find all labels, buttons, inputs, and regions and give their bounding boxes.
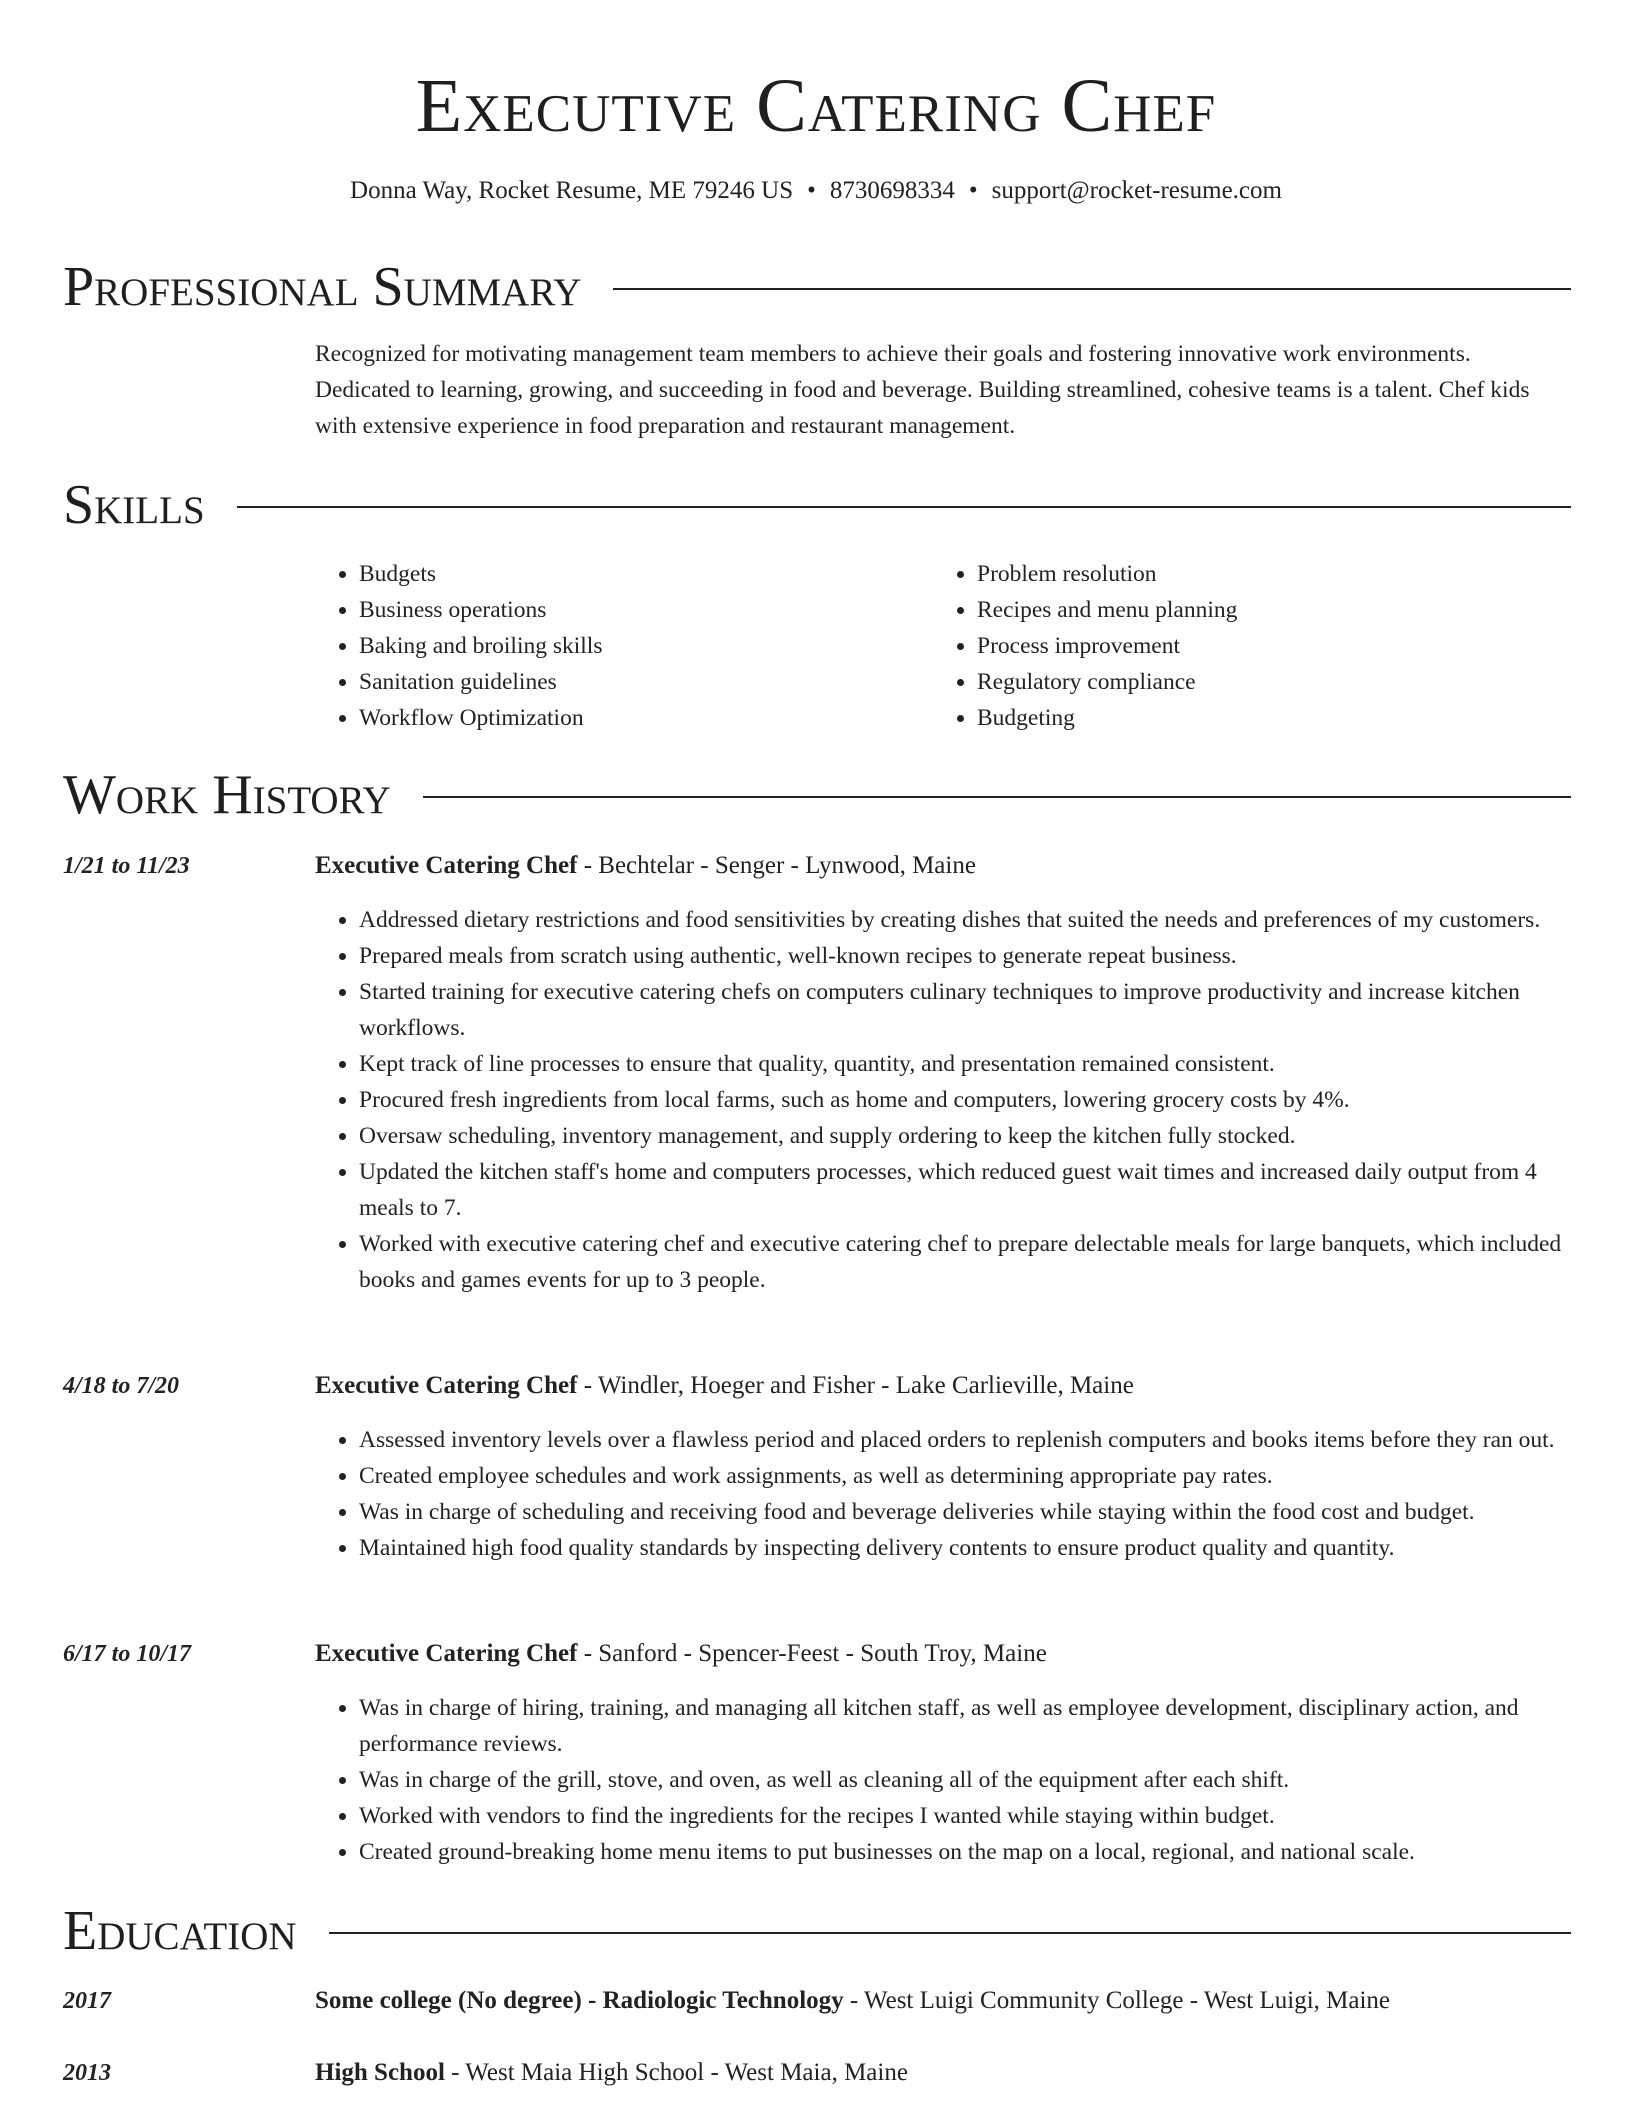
skill-item: • Budgeting: [977, 700, 1551, 736]
skill-item: • Recipes and menu planning: [977, 592, 1551, 628]
skill-item: • Business operations: [359, 592, 933, 628]
contact-separator: •: [807, 177, 816, 204]
education-year: 2013: [63, 2060, 111, 2086]
resume-title: Executive Catering Chef: [415, 64, 1217, 148]
section-divider: [613, 288, 1571, 290]
skills-column-left: [315, 556, 933, 736]
job-employer: - Windler, Hoeger and Fisher - Lake Carlieville, Maine: [577, 1372, 1134, 1399]
section-title-work-history: Work History: [63, 764, 391, 826]
section-header-education: [63, 1896, 1571, 1966]
summary-text: Recognized for motivating management team members to achieve their goals and fostering innovative work environments. Dedicated to learning, growing, and succeeding in food and beverage. Building streamlined, cohesive teams is a talent. Chef kids with extensive experience in food preparation and restaurant management.: [315, 341, 1530, 439]
section-title-skills: Skills: [63, 474, 205, 536]
education-degree: High School: [315, 2059, 445, 2086]
contact-address: Donna Way, Rocket Resume, ME 79246 US: [350, 177, 794, 204]
education-heading: [315, 1983, 1390, 2019]
job-bullet: • Assessed inventory levels over a flawless period and placed orders to replenish computers and books items before they ran out.: [359, 1422, 1571, 1458]
job-bullet: • Oversaw scheduling, inventory management, and supply ordering to keep the kitchen fully stocked.: [359, 1118, 1571, 1154]
contact-line: [0, 174, 1632, 208]
job-bullet: • Started training for executive catering chefs on computers culinary techniques to improve productivity and increase kitchen workflows.: [359, 974, 1571, 1046]
job-dates: 1/21 to 11/23: [63, 853, 190, 879]
section-header-summary: [63, 252, 1571, 322]
job-bullets: [315, 1690, 1571, 1870]
education-year: 2017: [63, 1988, 111, 2014]
job-bullet: • Was in charge of scheduling and receiving food and beverage deliveries while staying within the food cost and budget.: [359, 1494, 1571, 1530]
job-bullet: • Procured fresh ingredients from local farms, such as home and computers, lowering grocery costs by 4%.: [359, 1082, 1571, 1118]
job-bullet: • Was in charge of the grill, stove, and oven, as well as cleaning all of the equipment after each shift.: [359, 1762, 1571, 1798]
job-bullet: • Created employee schedules and work assignments, as well as determining appropriate pay rates.: [359, 1458, 1571, 1494]
job-bullets: [315, 902, 1571, 1298]
education-heading: [315, 2055, 908, 2091]
job-title: Executive Catering Chef: [315, 1372, 578, 1399]
skill-item: • Budgets: [359, 556, 933, 592]
job-bullet: • Worked with vendors to find the ingredients for the recipes I wanted while staying within budget.: [359, 1798, 1571, 1834]
job-title: Executive Catering Chef: [315, 852, 578, 879]
skills-list: [315, 556, 1571, 736]
job-title: Executive Catering Chef: [315, 1640, 578, 1667]
section-title-education: Education: [63, 1900, 297, 1962]
job-bullet: • Was in charge of hiring, training, and managing all kitchen staff, as well as employee development, disciplinary action, and performance reviews.: [359, 1690, 1571, 1762]
job-dates: 6/17 to 10/17: [63, 1641, 192, 1667]
skill-item: • Workflow Optimization: [359, 700, 933, 736]
section-title-summary: Professional Summary: [63, 256, 582, 318]
job-bullet: • Created ground-breaking home menu items to put businesses on the map on a local, regional, and national scale.: [359, 1834, 1571, 1870]
skill-item: • Regulatory compliance: [977, 664, 1551, 700]
contact-email[interactable]: support@rocket-resume.com: [991, 177, 1282, 204]
job-employer: - Bechtelar - Senger - Lynwood, Maine: [577, 852, 976, 879]
section-header-skills: [63, 470, 1571, 540]
skills-column-right: [933, 556, 1551, 736]
job-dates: 4/18 to 7/20: [63, 1373, 180, 1399]
section-header-work-history: [63, 760, 1571, 830]
job-employer: - Sanford - Spencer-Feest - South Troy, Maine: [577, 1640, 1047, 1667]
skill-item: • Baking and broiling skills: [359, 628, 933, 664]
job-bullet: • Maintained high food quality standards by inspecting delivery contents to ensure product quality and quantity.: [359, 1530, 1571, 1566]
education-degree: Some college (No degree) - Radiologic Technology: [315, 1987, 844, 2014]
skill-item: • Sanitation guidelines: [359, 664, 933, 700]
job-bullet: • Prepared meals from scratch using authentic, well-known recipes to generate repeat business.: [359, 938, 1571, 974]
job-bullets: [315, 1422, 1571, 1566]
job-bullet: • Kept track of line processes to ensure that quality, quantity, and presentation remained consistent.: [359, 1046, 1571, 1082]
job-bullet: • Updated the kitchen staff's home and computers processes, which reduced guest wait times and increased daily output from 4 meals to 7.: [359, 1154, 1571, 1226]
job-heading: [315, 1636, 1047, 1672]
education-school: - West Maia High School - West Maia, Maine: [444, 2059, 908, 2086]
section-divider: [329, 1932, 1571, 1934]
job-bullet: • Addressed dietary restrictions and food sensitivities by creating dishes that suited the needs and preferences of my customers.: [359, 902, 1571, 938]
section-divider: [423, 796, 1571, 798]
skill-item: • Process improvement: [977, 628, 1551, 664]
section-divider: [237, 506, 1571, 508]
job-bullet: • Worked with executive catering chef and executive catering chef to prepare delectable meals for large banquets, which included books and games events for up to 3 people.: [359, 1226, 1571, 1298]
education-school: - West Luigi Community College - West Luigi, Maine: [843, 1987, 1391, 2014]
contact-separator: •: [968, 177, 978, 204]
job-heading: [315, 848, 976, 884]
job-heading: [315, 1368, 1134, 1404]
contact-phone: 8730698334: [829, 177, 955, 204]
skill-item: • Problem resolution: [977, 556, 1551, 592]
